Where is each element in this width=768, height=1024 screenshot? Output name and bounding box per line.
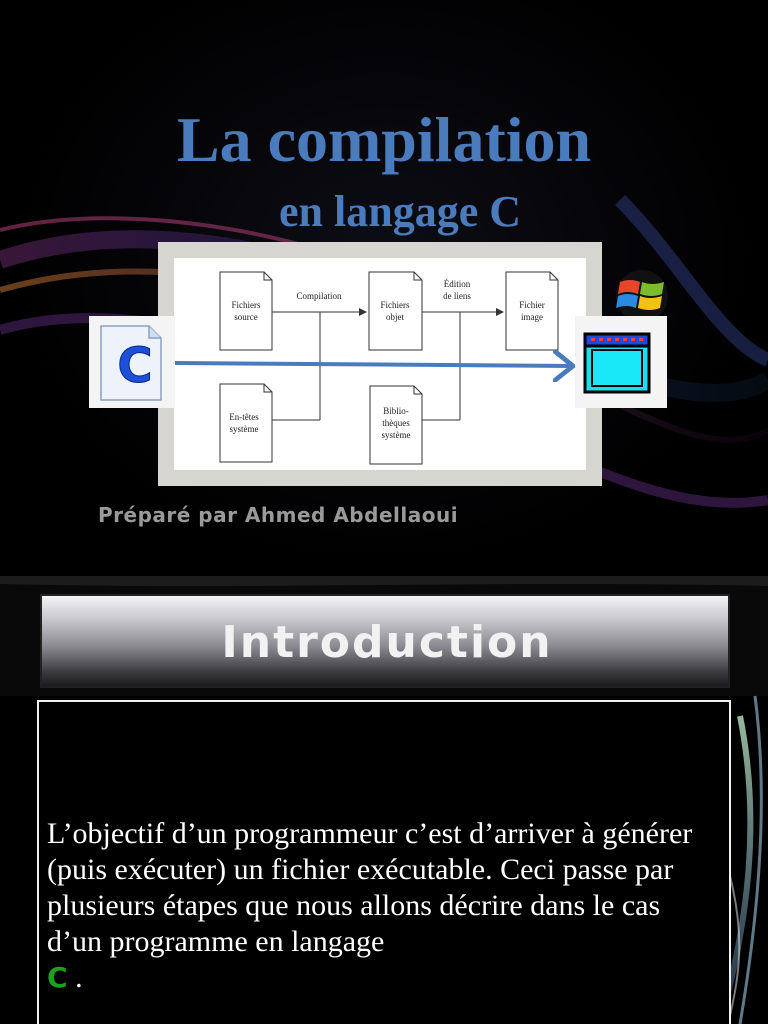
- label-edition-2: de liens: [443, 291, 471, 301]
- label-bibliotheques-2: thèques: [382, 418, 410, 428]
- content-box: [37, 700, 731, 1024]
- language-c-highlight: C: [47, 961, 68, 994]
- intro-trailing: .: [67, 961, 83, 994]
- introduction-slide: [0, 576, 768, 1024]
- label-compilation: Compilation: [296, 291, 342, 301]
- intro-paragraph: [47, 816, 717, 996]
- intro-text: L’objectif d’un programmeur c’est d’arriver à générer (puis exécuter) un fichier exécutable. Ceci passe par plusieurs étapes que nous allons décrire dans le cas d’un programme en langage: [47, 817, 693, 958]
- application-window-icon: [575, 316, 667, 408]
- label-fichiers-source-2: source: [234, 312, 258, 322]
- label-bibliotheques-3: système: [381, 430, 411, 440]
- label-bibliotheques-1: Biblio-: [383, 406, 409, 416]
- label-edition-1: Édition: [443, 279, 471, 289]
- label-fichier-image-1: Fichier: [519, 300, 545, 310]
- svg-text:C: C: [117, 338, 153, 394]
- label-fichier-image-2: image: [521, 312, 543, 322]
- label-fichiers-objet-2: objet: [386, 312, 404, 322]
- author-credit: Préparé par Ahmed Abdellaoui: [98, 503, 459, 527]
- label-fichiers-objet-1: Fichiers: [380, 300, 410, 310]
- slide-subtitle: en langage C: [279, 187, 521, 236]
- label-fichiers-source-1: Fichiers: [231, 300, 261, 310]
- slide-title: La compilation: [176, 104, 592, 175]
- label-en-tetes-1: En-têtes: [229, 412, 259, 422]
- windows-flag-icon: [610, 268, 674, 322]
- slide-header-title: Introduction: [221, 617, 553, 668]
- label-en-tetes-2: système: [229, 424, 259, 434]
- slide-header: [40, 594, 730, 688]
